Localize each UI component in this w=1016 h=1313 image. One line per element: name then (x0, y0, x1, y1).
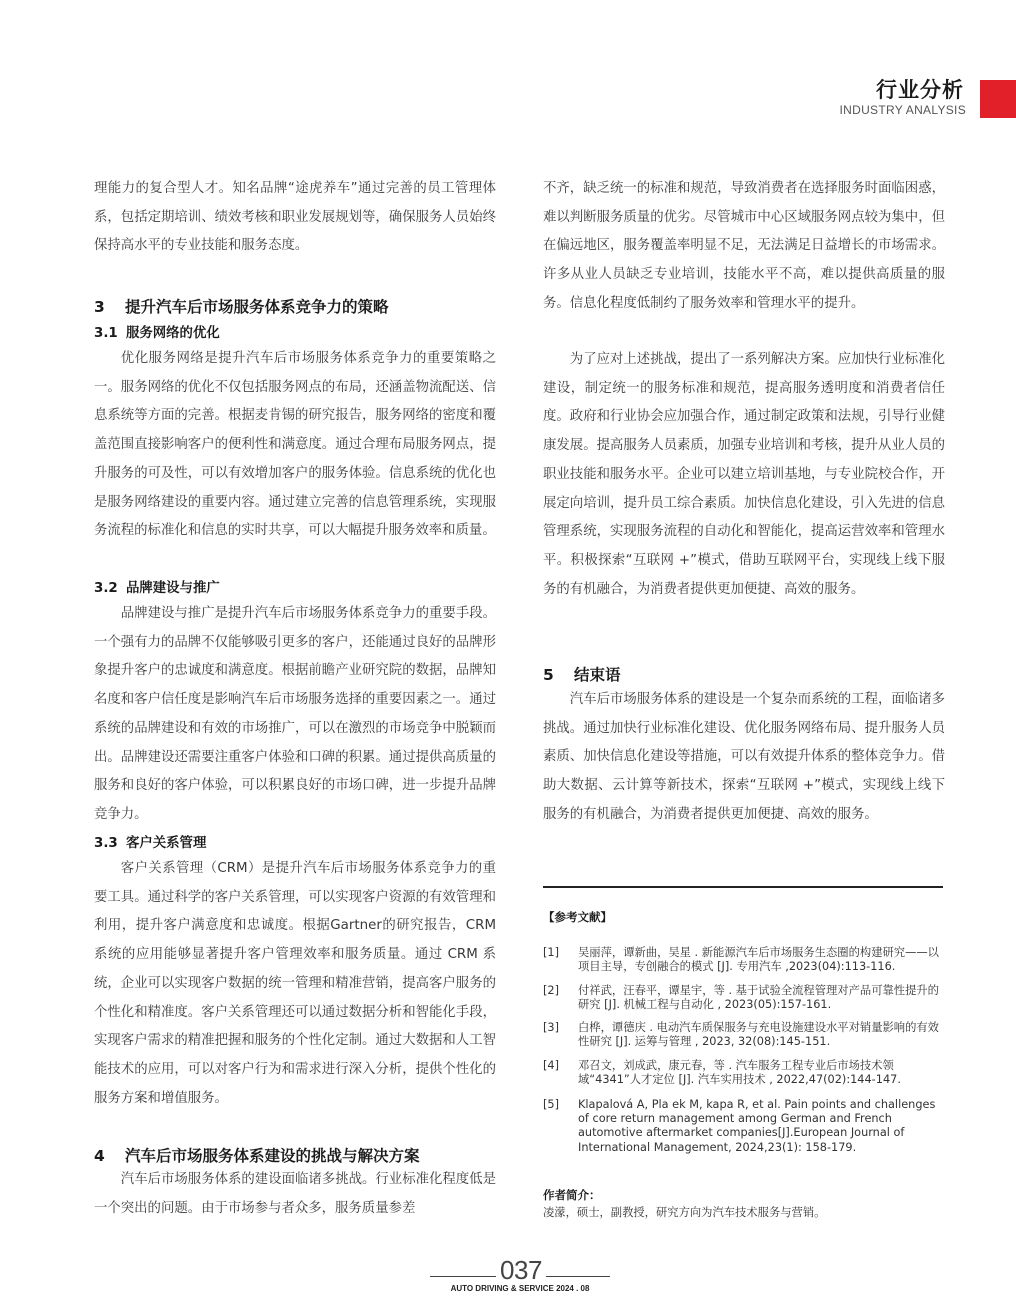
section-heading (94, 295, 389, 317)
section-title: 行业分析 (876, 78, 964, 102)
references-divider (543, 886, 943, 888)
reference-text: 白桦，谭德庆 . 电动汽车质保服务与充电设施建设水平对销量影响的有效性研究 [J]. 运筹与管理 , 2023, 32(08):145-151. (578, 1021, 939, 1049)
page-number: 037 (500, 1255, 542, 1285)
section-heading-text: 结束语 (574, 666, 621, 684)
reference-number: [3] (543, 1021, 560, 1034)
subsection-heading (94, 832, 206, 851)
paragraph: 汽车后市场服务体系的建设面临诸多挑战。行业标准化程度低是一个突出的问题。由于市场参与者众多，服务质量参差 (94, 1172, 496, 1216)
reference-text: 付祥武，汪春平，谭星宇，等 . 基于试验全流程管理对产品可靠性提升的研究 [J]. 机械工程与自动化 , 2023(05):157-161. (578, 984, 939, 1012)
paragraph: 不齐，缺乏统一的标准和规范，导致消费者在选择服务时面临困惑，难以判断服务质量的优劣。尽管城市中心区域服务网点较为集中，但在偏远地区，服务覆盖率明显不足，无法满足日益增长的市场需求。许多从业人员缺乏专业培训，技能水平不高，难以提供高质量的服务。信息化程度低制约了服务效率和管理水平的提升。 (543, 181, 945, 311)
paragraph: 为了应对上述挑战，提出了一系列解决方案。应加快行业标准化建设，制定统一的服务标准和规范，提高服务透明度和消费者信任度。政府和行业协会应加强合作，通过制定政策和法规，引导行业健康发展。提高服务人员素质，加强专业培训和考核，提升从业人员的职业技能和服务水平。企业可以建立培训基地，与专业院校合作，开展定向培训，提升员工综合素质。加快信息化建设，引入先进的信息管理系统，实现服务流程的自动化和智能化，提高运营效率和管理水平。积极探索“互联网 +”模式，借助互联网平台，实现线上线下服务的有机融合，为消费者提供更加便捷、高效的服务。 (543, 352, 945, 597)
subsection-heading-text: 服务网络的优化 (126, 326, 220, 341)
section-heading-text: 汽车后市场服务体系建设的挑战与解决方案 (125, 1147, 420, 1165)
section-heading (543, 663, 621, 685)
subsection-heading (94, 577, 220, 596)
subsection-heading-text: 品牌建设与推广 (126, 581, 220, 596)
subsection-number: 3.2 (94, 581, 118, 596)
author-bio: 凌濛，硕士，副教授，研究方向为汽车技术服务与营销。 (543, 1206, 826, 1219)
section-number: 4 (94, 1147, 105, 1165)
section-number: 5 (543, 666, 554, 684)
paragraph: 品牌建设与推广是提升汽车后市场服务体系竞争力的重要手段。一个强有力的品牌不仅能够吸引更多的客户，还能通过良好的品牌形象提升客户的忠诚度和满意度。根据前瞻产业研究院的数据，品牌知名度和客户信任度是影响汽车后市场服务选择的重要因素之一。通过系统的品牌建设和有效的市场推广，可以在激烈的市场竞争中脱颖而出。品牌建设还需要注重客户体验和口碑的积累。通过提供高质量的服务和良好的客户体验，可以积累良好的市场口碑，进一步提升品牌竞争力。 (94, 606, 496, 822)
journal-name: AUTO DRIVING & SERVICE 2024 . 08 (450, 1284, 590, 1293)
paragraph: 理能力的复合型人才。知名品牌“途虎养车”通过完善的员工管理体系，包括定期培训、绩效考核和职业发展规划等，确保服务人员始终保持高水平的专业技能和服务态度。 (94, 181, 496, 254)
paragraph: 客户关系管理（CRM）是提升汽车后市场服务体系竞争力的重要工具。通过科学的客户关系管理，可以实现客户资源的有效管理和利用，提升客户满意度和忠诚度。根据Gartner的研究报告，CRM 系统的应用能够显著提升客户管理效率和服务质量。通过 CRM 系统，企业可以实现客户数据的统一管理和精准营销，提高客户服务的个性化和精准度。客户关系管理还可以通过数据分析和智能化手段，实现客户需求的精准把握和服务的个性化定制。通过大数据和人工智能技术的应用，可以对客户行为和需求进行深入分析，提供个性化的服务方案和增值服务。 (94, 861, 496, 1106)
reference-text: Klapalová A, Pla ek M, kapa R, et al. Pain points and challenges of core return management among German and French automotive aftermarket companies[J].European Journal of International Management, 2024,23(1): 158-179. (578, 1098, 936, 1154)
subsection-heading-text: 客户关系管理 (126, 836, 207, 851)
author-heading: 作者简介： (543, 1188, 601, 1202)
reference-text: 邓召文，刘成武，康元春，等 . 汽车服务工程专业后市场技术领域“4341”人才定位 [J]. 汽车实用技术 , 2022,47(02):144-147. (578, 1059, 901, 1087)
paragraph: 汽车后市场服务体系的建设是一个复杂而系统的工程，面临诸多挑战。通过加快行业标准化建设、优化服务网络布局、提升服务人员素质、加快信息化建设等措施，可以有效提升体系的整体竞争力。借助大数据、云计算等新技术，探索“互联网 +”模式，实现线上线下服务的有机融合，为消费者提供更加便捷、高效的服务。 (543, 692, 945, 822)
subsection-number: 3.1 (94, 326, 118, 341)
footer-rule-left (430, 1276, 496, 1277)
section-heading-text: 提升汽车后市场服务体系竞争力的策略 (125, 298, 389, 316)
section-heading (94, 1144, 420, 1166)
subsection-heading (94, 322, 220, 341)
header-accent-block (980, 80, 1016, 118)
reference-item (543, 984, 945, 1012)
reference-number: [1] (543, 946, 560, 959)
reference-text: 吴丽萍，谭新曲，吴星 . 新能源汽车后市场服务生态圈的构建研究——以项目主导，专创融合的模式 [J]. 专用汽车 ,2023(04):113-116. (578, 946, 939, 974)
footer-rule-right (546, 1276, 610, 1277)
section-number: 3 (94, 298, 105, 316)
reference-number: [4] (543, 1059, 560, 1072)
reference-item (543, 1059, 945, 1087)
reference-number: [2] (543, 984, 560, 997)
paragraph: 优化服务网络是提升汽车后市场服务体系竞争力的重要策略之一。服务网络的优化不仅包括服务网点的布局，还涵盖物流配送、信息系统等方面的完善。根据麦肯锡的研究报告，服务网络的密度和覆盖范围直接影响客户的便利性和满意度。通过合理布局服务网点，提升服务的可及性，可以有效增加客户的服务体验。信息系统的优化也是服务网络建设的重要内容。通过建立完善的信息管理系统，实现服务流程的标准化和信息的实时共享，可以大幅提升服务效率和质量。 (94, 351, 496, 539)
references-heading: 【参考文献】 (543, 910, 612, 924)
reference-item (543, 946, 945, 974)
subsection-number: 3.3 (94, 836, 118, 851)
reference-number: [5] (543, 1098, 560, 1111)
section-subtitle: INDUSTRY ANALYSIS (839, 103, 966, 117)
reference-item (543, 1098, 945, 1155)
reference-item (543, 1021, 945, 1049)
